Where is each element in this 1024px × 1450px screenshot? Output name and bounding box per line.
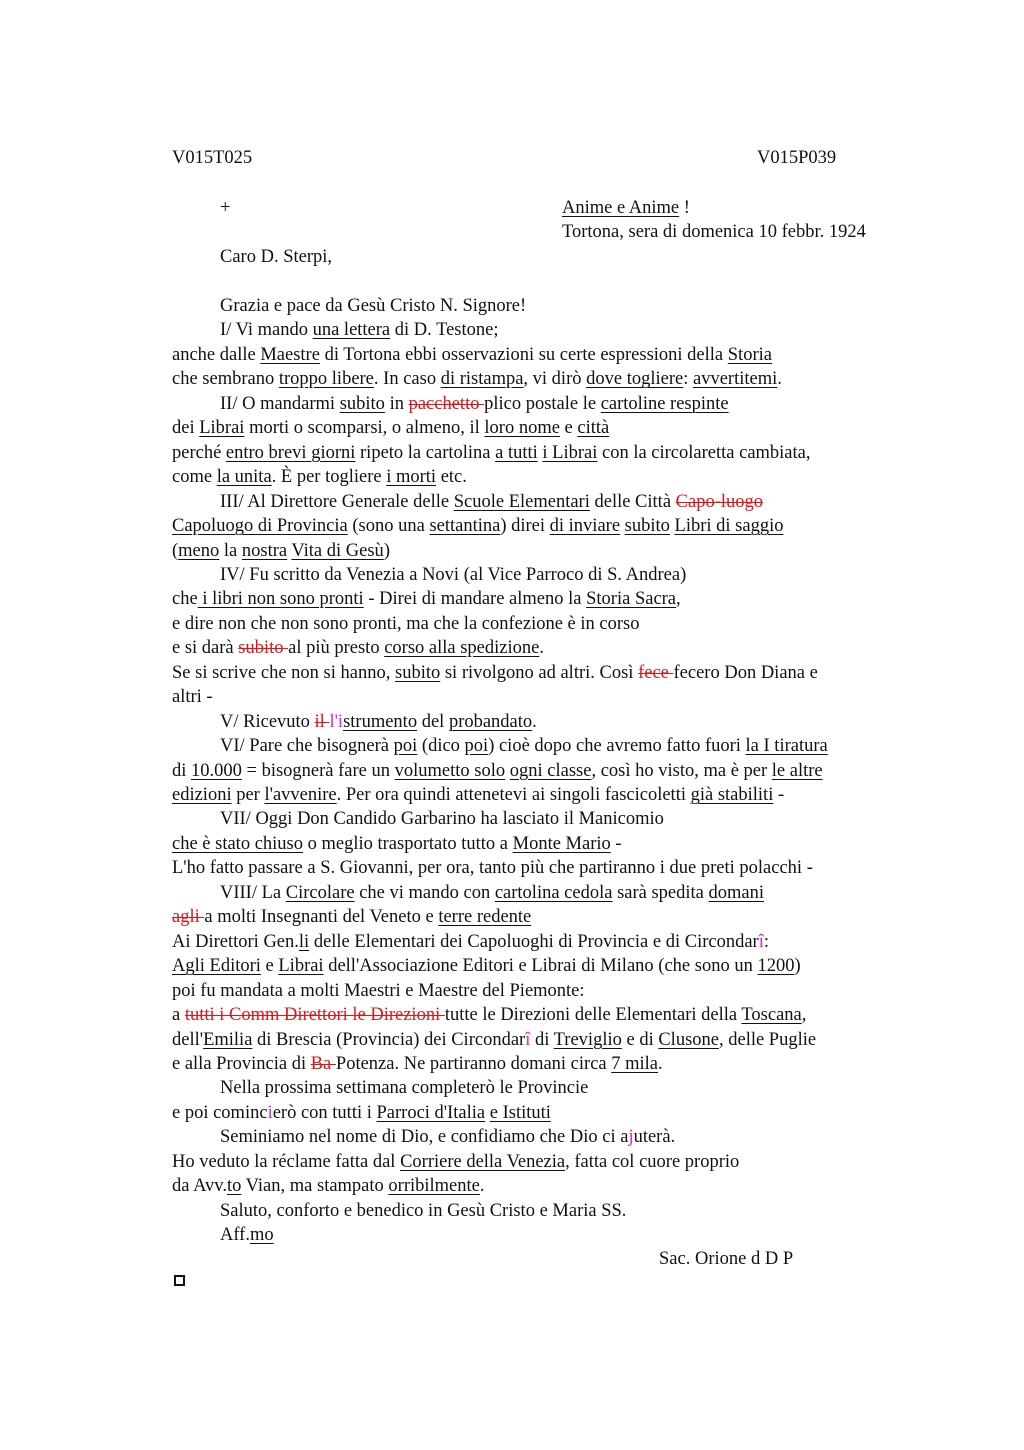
inserted-text: i <box>267 1102 273 1123</box>
underlined-text: troppo libere <box>278 369 374 390</box>
underlined-text: Circolare <box>285 882 355 903</box>
text-segment: al più presto <box>288 638 385 659</box>
text-line <box>172 587 681 611</box>
underlined-text: mo <box>249 1225 274 1246</box>
text-segment: fecero Don Diana e <box>673 662 818 683</box>
text-segment: altri - <box>172 687 213 708</box>
underlined-text: a tutti <box>495 442 538 463</box>
underlined-text: città <box>577 418 610 439</box>
text-segment: poi fu mandata a molti Maestri e Maestre del Piemonte: <box>172 980 585 1001</box>
cross-mark: + <box>220 198 231 218</box>
signature: Sac. Orione d D P <box>659 1249 794 1269</box>
text-segment: etc. <box>436 467 467 488</box>
text-segment: , così ho visto, ma è per <box>591 760 772 781</box>
text-segment: Seminiamo nel nome di Dio, e confidiamo che Dio ci a <box>220 1127 629 1148</box>
underlined-text: corso alla spedizione <box>384 638 540 659</box>
text-segment: III/ Al Direttore Generale delle <box>220 491 454 512</box>
text-segment: I/ Vi mando <box>220 320 313 341</box>
text-line <box>172 930 769 954</box>
underlined-text: Maestre <box>260 344 320 365</box>
text-segment: , <box>801 1005 807 1026</box>
underlined-text: Parroci d'Italia <box>376 1102 486 1123</box>
text-segment: Se si scrive che non si hanno, <box>172 662 395 683</box>
underlined-text: loro nome <box>484 418 560 439</box>
underlined-text: Vita di Gesù <box>291 540 384 561</box>
text-line <box>172 343 772 367</box>
text-line <box>220 1223 274 1247</box>
text-line <box>220 563 686 587</box>
underlined-text: e Istituti <box>489 1102 551 1123</box>
text-line <box>172 441 811 465</box>
underlined-text: domani <box>708 882 765 903</box>
underlined-text: 7 mila <box>611 1053 659 1074</box>
underlined-text: Scuole Elementari <box>453 491 590 512</box>
text-segment: , vi dirò <box>523 369 587 390</box>
underlined-text: volumetto solo <box>394 760 506 781</box>
underlined-text: meno <box>178 540 220 561</box>
deleted-text: agli <box>172 907 205 928</box>
underlined-text: Clusone <box>658 1029 719 1050</box>
text-segment: - <box>773 785 785 805</box>
deleted-text: Ba <box>310 1053 336 1074</box>
text-segment: dell'Associazione Editori e Librai di Milano (che sono un <box>323 956 758 977</box>
underlined-text: poi <box>464 736 489 757</box>
text-line <box>172 1101 551 1125</box>
text-segment: Aff. <box>220 1225 250 1246</box>
text-segment: Saluto, conforto e benedico in Gesù Cristo e Maria SS. <box>220 1200 627 1221</box>
text-segment: ) <box>383 540 390 561</box>
underlined-text: i morti <box>386 467 437 488</box>
underlined-text: orribilmente <box>388 1176 480 1197</box>
underlined-text: cartolina cedola <box>494 882 613 903</box>
underlined-text: ogni classe <box>509 760 592 781</box>
text-segment: e poi cominc <box>172 1102 268 1123</box>
underlined-text: to <box>226 1176 242 1197</box>
text-segment: del <box>417 711 449 732</box>
text-segment: perché <box>172 442 226 463</box>
text-segment: e di <box>621 1029 659 1050</box>
text-line <box>220 807 664 831</box>
text-segment: ) cioè dopo che avremo fatto fuori <box>488 736 746 757</box>
text-segment: V/ Ricevuto <box>220 711 315 732</box>
text-segment: a <box>172 1005 185 1026</box>
text-segment: delle Città <box>589 491 676 512</box>
text-segment: di <box>172 760 192 781</box>
motto-punctuation: ! <box>679 198 690 218</box>
underlined-text: avvertitemi <box>692 369 778 390</box>
text-segment: o meglio trasportato tutto a <box>303 833 513 854</box>
motto-text: Anime e Anime <box>562 198 680 218</box>
underlined-text: le altre <box>771 760 823 781</box>
text-line <box>172 514 783 538</box>
text-line <box>172 1028 816 1052</box>
text-line <box>220 294 526 318</box>
underlined-text: subito <box>395 662 441 683</box>
text-line <box>172 685 213 709</box>
text-segment: ripeto la cartolina <box>355 442 496 463</box>
underlined-text: entro brevi giorni <box>225 442 356 463</box>
text-segment: da Avv. <box>172 1176 227 1197</box>
text-segment: Potenza. Ne partiranno domani circa <box>335 1053 612 1074</box>
text-line <box>172 832 622 856</box>
text-segment: , fatta col cuore proprio <box>565 1151 740 1172</box>
text-segment: e <box>260 956 279 977</box>
text-line <box>220 490 763 514</box>
text-segment: anche dalle <box>172 344 261 365</box>
text-segment: e dire non che non sono pronti, ma che la confezione è in corso <box>172 613 640 634</box>
text-segment: di Brescia (Provincia) dei Circondar <box>252 1029 526 1050</box>
text-segment: si rivolgono ad altri. Così <box>440 662 639 683</box>
underlined-text: Librai <box>278 956 324 977</box>
underlined-text: i Librai <box>542 442 598 463</box>
text-segment: Nella prossima settimana completerò le Provincie <box>220 1078 589 1099</box>
underlined-text: settantina <box>429 516 501 537</box>
text-segment: Ho veduto la réclame fatta dal <box>172 1151 401 1172</box>
inserted-text: l'i <box>329 711 344 732</box>
deleted-text: subito <box>238 638 289 659</box>
text-segment: (sono una <box>347 516 430 537</box>
text-line <box>172 979 585 1003</box>
underlined-text: subito <box>339 393 385 414</box>
text-segment: in <box>384 393 409 414</box>
text-segment: dell' <box>172 1029 204 1050</box>
left-archive-code: V015T025 <box>172 148 253 168</box>
text-line <box>172 1174 485 1198</box>
text-line <box>172 783 784 807</box>
deleted-text: Capo-luogo <box>675 491 764 512</box>
motto <box>562 196 690 220</box>
deleted-text: fece <box>638 662 674 683</box>
text-segment: ) direi <box>500 516 550 537</box>
inserted-text: î <box>758 931 764 952</box>
text-line <box>220 710 537 734</box>
greeting: Caro D. Sterpi, <box>220 247 333 267</box>
text-segment: di D. Testone; <box>390 320 499 341</box>
underlined-text: l'avvenire <box>264 785 337 805</box>
underlined-text: Libri di saggio <box>674 516 784 537</box>
text-segment: tutte le Direzioni delle Elementari della <box>444 1005 742 1026</box>
underlined-text: che è stato chiuso <box>172 833 303 854</box>
text-segment: : <box>683 369 693 390</box>
underlined-text: Monte Mario <box>512 833 611 854</box>
text-line <box>172 661 818 685</box>
text-segment: uterà. <box>633 1127 676 1148</box>
text-segment: erò con tutti i <box>272 1102 377 1123</box>
inserted-text: î <box>525 1029 531 1050</box>
text-segment: a molti Insegnanti del Veneto e <box>204 907 439 928</box>
text-segment: di Tortona ebbi osservazioni su certe espressioni della <box>319 344 728 365</box>
text-segment: . <box>777 369 782 390</box>
underlined-text: Storia <box>727 344 772 365</box>
underlined-text: 1200 <box>757 956 795 977</box>
text-line <box>172 612 639 636</box>
text-line <box>172 636 544 660</box>
text-line <box>172 856 813 880</box>
underlined-text: la I tiratura <box>745 736 828 757</box>
underlined-text: Corriere della Venezia <box>400 1151 566 1172</box>
text-segment: dei <box>172 418 200 439</box>
text-segment: che sembrano <box>172 369 279 390</box>
underlined-text: nostra <box>241 540 288 561</box>
underlined-text: di ristampa <box>440 369 524 390</box>
text-line <box>220 318 498 342</box>
text-segment: che <box>172 589 198 610</box>
underlined-text: Emilia <box>203 1029 253 1050</box>
underlined-text: di inviare <box>549 516 621 537</box>
text-segment: VIII/ La <box>220 882 286 903</box>
underlined-text: li <box>298 931 310 952</box>
text-segment: delle Elementari dei Capoluoghi di Provincia e di Circondar <box>309 931 759 952</box>
underlined-text: già stabiliti <box>690 785 774 805</box>
text-line <box>172 905 531 929</box>
text-line <box>172 759 823 783</box>
text-segment: e <box>559 418 578 439</box>
underlined-text: probandato <box>448 711 533 732</box>
text-segment: = bisognerà fare un <box>241 760 395 781</box>
text-segment: VII/ Oggi Don Candido Garbarino ha lasciato il Manicomio <box>220 809 664 830</box>
text-segment: . <box>658 1053 663 1074</box>
deleted-text: il <box>314 711 330 732</box>
text-line <box>172 1003 806 1027</box>
underlined-text: cartoline respinte <box>600 393 729 414</box>
text-segment: . Per ora quindi attenetevi ai singoli fascicoletti <box>336 785 691 805</box>
underlined-text: terre redente <box>438 907 532 928</box>
text-segment: , <box>676 589 681 610</box>
text-line <box>172 954 801 978</box>
text-segment: - <box>610 833 622 854</box>
text-line <box>172 1150 739 1174</box>
text-segment: la <box>219 540 242 561</box>
text-segment: morti o scomparsi, o almeno, il <box>244 418 485 439</box>
text-line <box>220 1125 675 1149</box>
text-segment: . <box>479 1176 485 1197</box>
underlined-text: subito <box>624 516 670 537</box>
text-segment: IV/ Fu scritto da Venezia a Novi (al Vice Parroco di S. Andrea) <box>220 564 687 585</box>
underlined-text: Librai <box>199 418 245 439</box>
text-segment: con la circolaretta cambiata, <box>597 442 811 463</box>
text-segment: (dico <box>417 736 465 757</box>
text-line <box>172 367 782 391</box>
text-line <box>172 465 467 489</box>
underlined-text: strumento <box>343 711 418 732</box>
text-segment: come <box>172 467 217 488</box>
underlined-text: Storia Sacra <box>586 589 677 610</box>
underlined-text: una lettera <box>312 320 391 341</box>
text-segment: e alla Provincia di <box>172 1053 311 1074</box>
text-line <box>220 1199 626 1223</box>
text-segment: VI/ Pare che bisognerà <box>220 736 394 757</box>
underlined-text: Capoluogo di Provincia <box>172 516 348 537</box>
text-line <box>172 539 390 563</box>
text-line <box>172 1052 663 1076</box>
text-segment: - Direi di mandare almeno la <box>363 589 587 610</box>
text-segment: , delle Puglie <box>718 1029 817 1050</box>
text-segment: Ai Direttori Gen. <box>172 931 299 952</box>
underlined-text: dove togliere <box>586 369 684 390</box>
text-segment: . In caso <box>373 369 441 390</box>
text-segment: Grazia e pace da Gesù Cristo N. Signore! <box>220 296 527 316</box>
text-segment: per <box>231 785 265 805</box>
text-segment: . <box>539 638 544 659</box>
text-line <box>220 1076 588 1100</box>
text-segment: Vian, ma stampato <box>241 1176 389 1197</box>
underlined-text: Toscana <box>741 1005 802 1026</box>
text-segment: di <box>530 1029 554 1050</box>
right-archive-code: V015P039 <box>757 148 837 168</box>
deleted-text: pacchetto <box>408 393 485 414</box>
underlined-text: i libri non sono pronti <box>197 589 364 610</box>
end-square-icon <box>174 1275 185 1286</box>
underlined-text: la unita <box>216 467 272 488</box>
date-line: Tortona, sera di domenica 10 febbr. 1924 <box>562 222 866 242</box>
underlined-text: Treviglio <box>553 1029 622 1050</box>
text-segment: ( <box>172 540 179 561</box>
text-line <box>220 392 729 416</box>
text-segment: II/ O mandarmi <box>220 393 340 414</box>
text-segment: plico postale le <box>484 393 601 414</box>
underlined-text: Agli Editori <box>172 956 261 977</box>
text-segment: e si darà <box>172 638 239 659</box>
text-segment: L'ho fatto passare a S. Giovanni, per ora, tanto più che partiranno i due preti polacchi - <box>172 858 813 879</box>
text-segment: che vi mando con <box>354 882 495 903</box>
text-line <box>220 734 828 758</box>
text-segment: . <box>532 711 537 732</box>
inserted-text: j <box>628 1127 634 1148</box>
text-segment: . È per togliere <box>271 467 387 488</box>
text-line <box>220 881 764 905</box>
text-segment: : <box>763 931 769 952</box>
underlined-text: edizioni <box>172 785 232 805</box>
underlined-text: 10.000 <box>191 760 242 781</box>
underlined-text: poi <box>393 736 418 757</box>
text-segment: sarà spedita <box>612 882 709 903</box>
text-line <box>172 416 609 440</box>
text-segment: ) <box>794 956 801 977</box>
deleted-text: tutti i Comm Direttori le Direzioni <box>184 1005 445 1026</box>
